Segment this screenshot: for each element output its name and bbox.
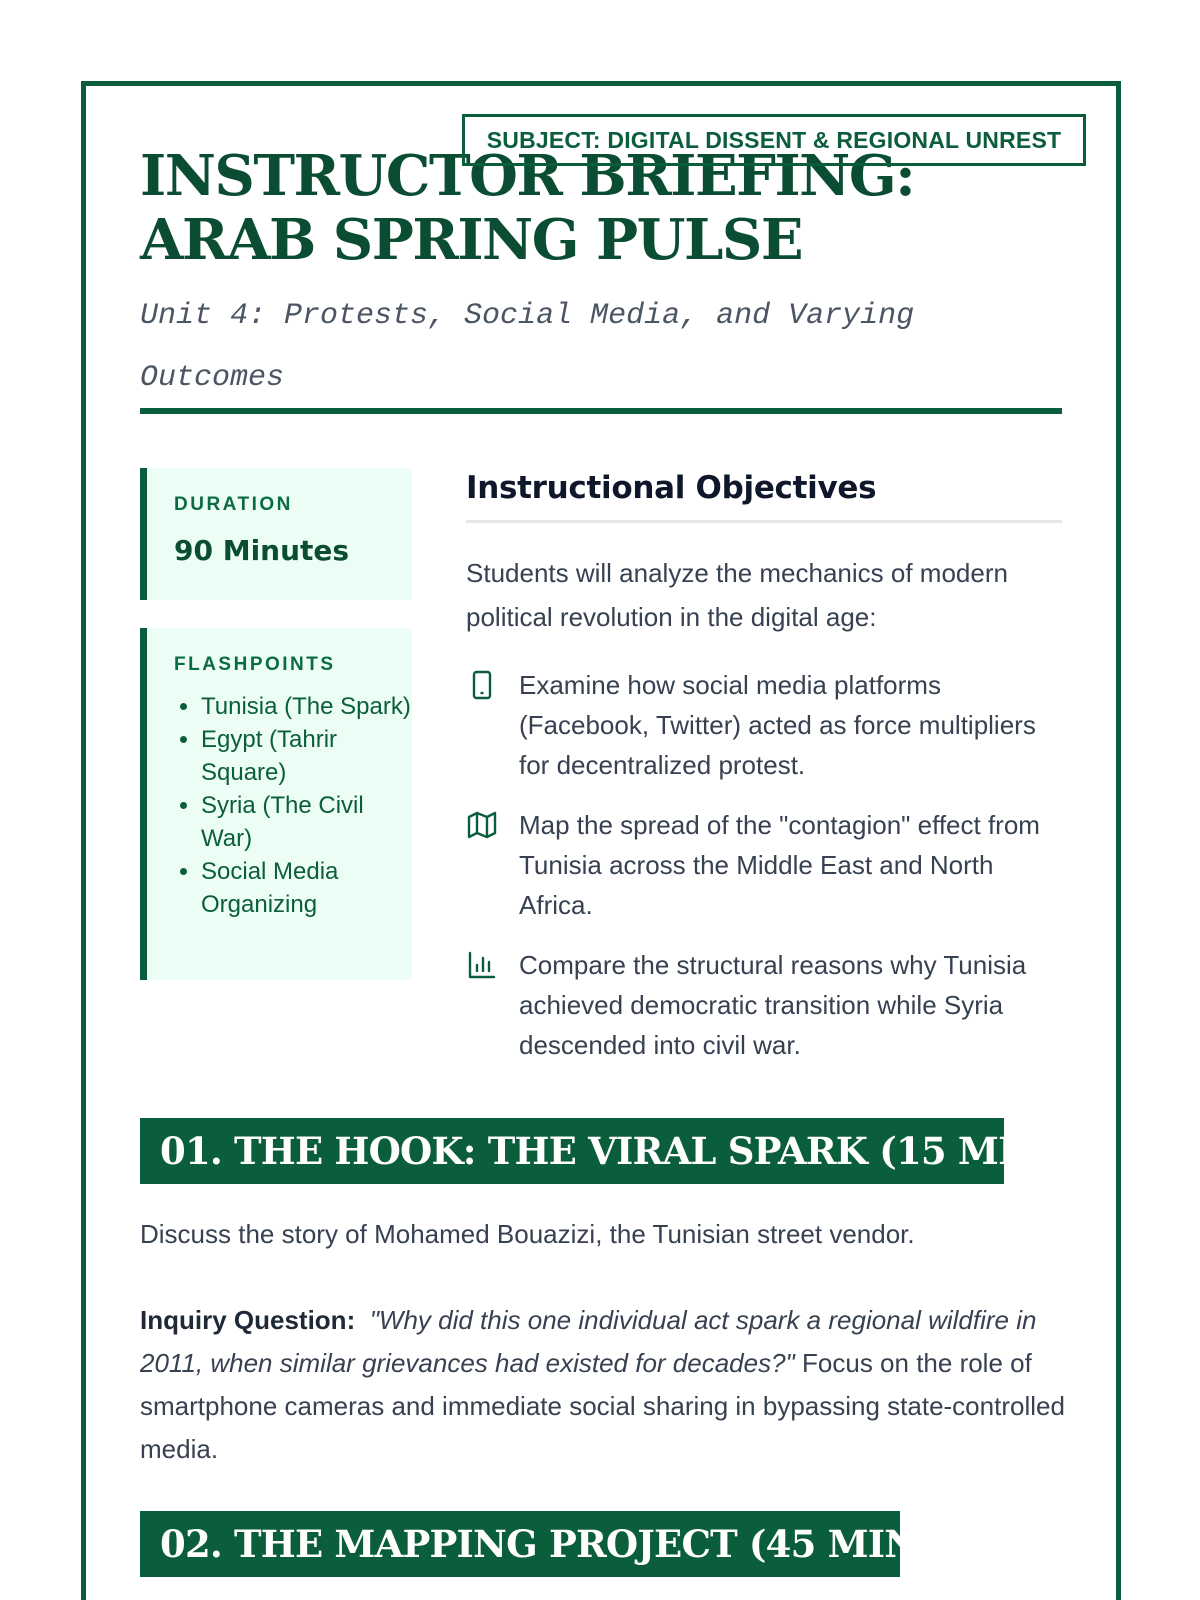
bar-chart-icon <box>466 949 498 981</box>
page-subtitle: Unit 4: Protests, Social Media, and Varying Outcomes <box>140 299 915 395</box>
inquiry-followup: Focus on the role of smartphone cameras and immediate social sharing in bypassing state-controlled media. <box>140 1348 1065 1464</box>
title-divider <box>140 408 1062 414</box>
duration-label: DURATION <box>174 494 293 515</box>
objective-text: Examine how social media platforms (Facebook, Twitter) acted as force multipliers for decentralized protest. <box>519 670 1036 780</box>
page-title: INSTRUCTOR BRIEFING: ARAB SPRING PULSE <box>140 143 915 273</box>
smartphone-icon <box>466 669 498 701</box>
flashpoint-item: • Social Media Organizing <box>201 855 412 921</box>
objective-text: Map the spread of the "contagion" effect from Tunisia across the Middle East and North Africa. <box>519 810 1040 920</box>
objectives-intro: Students will analyze the mechanics of modern political revolution in the digital age: <box>466 558 1008 632</box>
duration-card <box>140 468 412 600</box>
objectives-divider <box>466 520 1062 523</box>
objective-text: Compare the structural reasons why Tunisia achieved democratic transition while Syria descended into civil war. <box>519 950 1027 1060</box>
hook-intro: Discuss the story of Mohamed Bouazizi, the Tunisian street vendor. <box>140 1219 915 1249</box>
inquiry-label: Inquiry Question: <box>140 1305 356 1335</box>
flashpoints-label: FLASHPOINTS <box>174 654 336 675</box>
flashpoint-item: • Egypt (Tahrir Square) <box>201 723 412 789</box>
flashpoints-card <box>140 628 412 980</box>
flashpoints-list <box>174 690 412 921</box>
objectives-heading: Instructional Objectives <box>466 470 877 506</box>
inquiry-question: "Why did this one individual act spark a regional wildfire in 2011, when similar grievances had existed for decades?" <box>140 1305 1037 1378</box>
inquiry-paragraph <box>140 1299 1070 1471</box>
flashpoint-item: • Syria (The Civil War) <box>201 789 412 855</box>
section-heading-mapping: 02. THE MAPPING PROJECT (45 MIN) <box>140 1511 900 1577</box>
section-heading-hook: 01. THE HOOK: THE VIRAL SPARK (15 MIN) <box>140 1118 1004 1184</box>
duration-value: 90 Minutes <box>174 534 350 567</box>
subject-tag: SUBJECT: DIGITAL DISSENT & REGIONAL UNREST <box>462 114 1086 166</box>
map-icon <box>466 809 498 841</box>
flashpoint-item: • Tunisia (The Spark) <box>201 690 412 723</box>
